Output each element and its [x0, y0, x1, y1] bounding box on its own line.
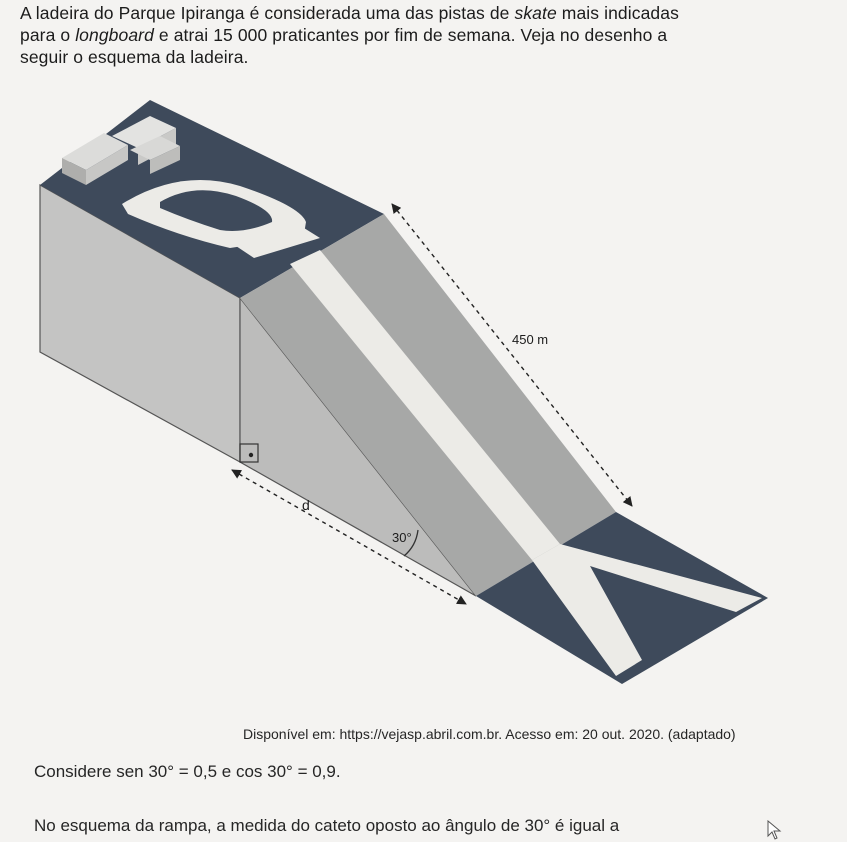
adjacent-label: d	[302, 497, 310, 513]
source-citation: Disponível em: https://vejasp.abril.com.br. Acesso em: 20 out. 2020. (adaptado)	[243, 726, 736, 742]
angle-label: 30°	[392, 530, 412, 545]
given-values: Considere sen 30° = 0,5 e cos 30° = 0,9.	[34, 762, 341, 781]
hypotenuse-label: 450 m	[512, 332, 549, 347]
right-angle-dot	[249, 453, 253, 457]
question-text: No esquema da rampa, a medida do cateto oposto ao ângulo de 30° é igual a	[34, 816, 620, 835]
statement-line-1: A ladeira do Parque Ipiranga é considerada uma das pistas de skate mais indicadas	[20, 3, 679, 23]
statement-line-2: para o longboard e atrai 15 000 praticantes por fim de semana. Veja no desenho a	[20, 25, 668, 45]
mouse-cursor-icon	[767, 820, 783, 840]
statement-line-3: seguir o esquema da ladeira.	[20, 47, 249, 67]
